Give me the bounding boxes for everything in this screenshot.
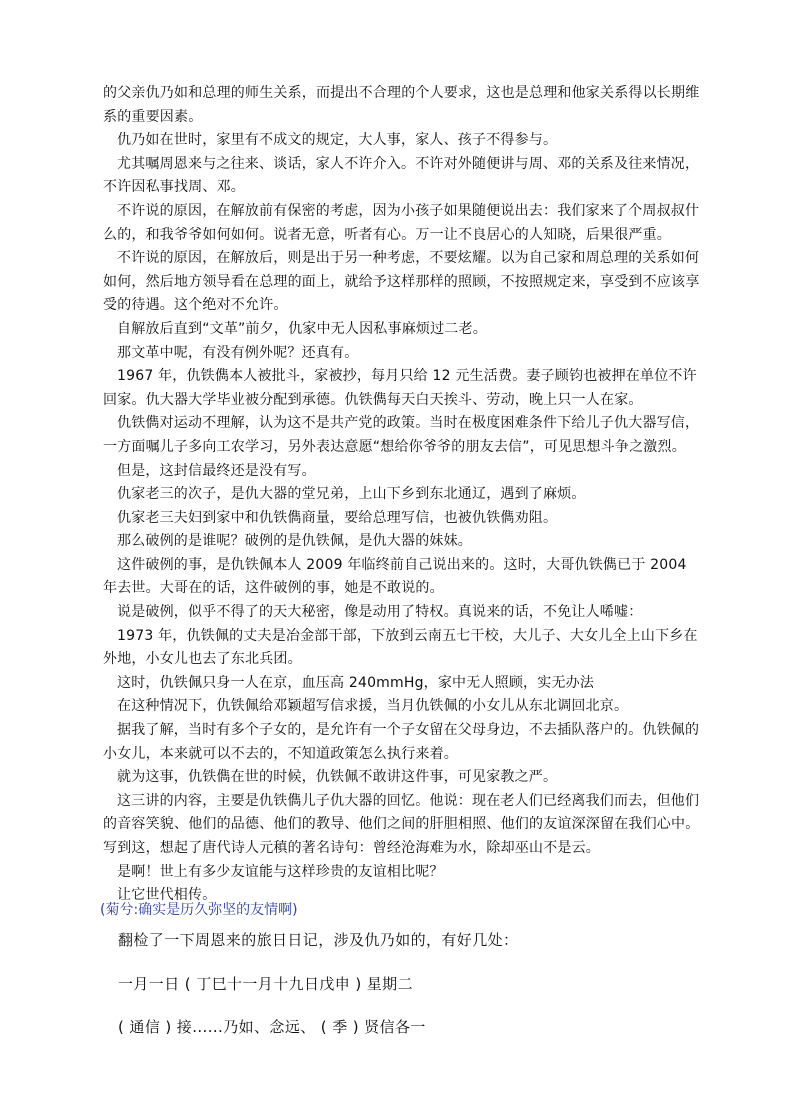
- paragraph: 自解放后直到“文革”前夕，仇家中无人因私事麻烦过二老。: [117, 320, 487, 337]
- paragraph: 仇乃如在世时，家里有不成文的规定，大人事，家人、孩子不得参与。: [117, 132, 558, 149]
- paragraph: 让它世代相传。: [117, 887, 217, 904]
- paragraph: 是啊！世上有多少友谊能与这样珍贵的友谊相比呢？: [117, 863, 444, 880]
- paragraph: 据我了解，当时有多个子女的，是允许有一个子女留在父母身边，不去插队落户的。仇铁佩的小女儿，本来就可以不去的，不知道政策怎么执行来着。: [103, 722, 700, 762]
- paragraph: 说是破例，似乎不得了的天大秘密，像是动用了特权。真说来的话，不免让人唏嘘：: [117, 604, 643, 621]
- paragraph: 仇家老三的次子，是仇大器的堂兄弟，上山下乡到东北通辽，遇到了麻烦。: [117, 486, 586, 503]
- paragraph: 不许说的原因，在解放后，则是出于另一种考虑，不要炫耀。以为自己家和周总理的关系如何如何，然后地方领导看在总理的面上，就给予这样那样的照顾，不按照规定来，享受到不应该享受的待遇。这个绝对不允许。: [103, 250, 700, 314]
- paragraph: 1967 年，仇铁儁本人被批斗，家被抄，每月只给 12 元生活费。妻子顾钧也被押在单位不许回家。仇大器大学毕业被分配到承德。仇铁儁每天白天挨斗、劳动，晚上只一人在家。: [103, 368, 697, 408]
- paragraph: 那文革中呢，有没有例外呢？还真有。: [117, 344, 359, 361]
- paragraph: 仇铁儁对运动不理解，认为这不是共产党的政策。当时在极度困难条件下给儿子仇大器写信，一方面嘱儿子多向工农学习，另外表达意愿“想给你爷爷的朋友去信”，可见思想斗争之激烈。: [103, 415, 700, 455]
- paragraph: 这件破例的事，是仇铁佩本人 2009 年临终前自己说出来的。这时，大哥仇铁儁已于 2004 年去世。大哥在的话，这件破例的事，她是不敢说的。: [103, 556, 687, 597]
- paragraph: 的父亲仇乃如和总理的师生关系，而提出不合理的个人要求，这也是总理和他家关系得以长期维系的重要因素。: [103, 85, 700, 125]
- diary-letter-line: ( 通信 ) 接......乃如、念远、 ( 季 ) 贤信各一: [118, 1018, 426, 1036]
- diary-intro-line: 翻检了一下周恩来的旅日日记，涉及仇乃如的，有好几处：: [118, 931, 519, 949]
- paragraph: 不许说的原因，在解放前有保密的考虑，因为小孩子如果随便说出去：我们家来了个周叔叔什么的，和我爷爷如何如何。说者无意，听者有心。万一让不良居心的人知晓，后果很严重。: [103, 202, 700, 243]
- paragraph: 这时，仇铁佩只身一人在京，血压高 240mmHg，家中无人照顾，实无办法: [117, 674, 595, 691]
- paragraph: 但是，这封信最终还是没有写。: [117, 462, 316, 479]
- paragraph: 这三讲的内容，主要是仇铁儁儿子仇大器的回忆。他说：现在老人们已经离我们而去，但他们的音容笑貌、他们的品德、他们的教导、他们之间的肝胆相照、他们的友谊深深留在我们心中。写到这，想起了唐代诗人元稹的著名诗句：曾经沧海难为水，除却巫山不是云。: [103, 792, 700, 856]
- diary-date-line: 一月一日 ( 丁巳十一月十九日戊申 ) 星期二: [118, 975, 413, 993]
- editor-note: (菊兮:确实是历久弥坚的友情啊): [100, 902, 298, 918]
- paragraph: 仇家老三夫妇到家中和仇铁儁商量，要给总理写信，也被仇铁儁劝阻。: [117, 509, 558, 526]
- paragraph: 在这种情况下，仇铁佩给邓颖超写信求援，当月仇铁佩的小女儿从东北调回北京。: [117, 698, 629, 715]
- paragraph: 尤其嘱周恩来与之往来、谈话，家人不许介入。不许对外随便讲与周、邓的关系及往来情况，不许因私事找周、邓。: [103, 155, 700, 196]
- paragraph: 1973 年，仇铁佩的丈夫是冶金部干部，下放到云南五七干校，大儿子、大女儿全上山下乡在外地，小女儿也去了东北兵团。: [103, 627, 698, 668]
- paragraph: 就为这事，仇铁儁在世的时候，仇铁佩不敢讲这件事，可见家教之严。: [117, 769, 558, 786]
- article-body: [103, 82, 703, 908]
- paragraph: 那么破例的是谁呢？破例的是仇铁佩，是仇大器的妹妹。: [117, 533, 472, 550]
